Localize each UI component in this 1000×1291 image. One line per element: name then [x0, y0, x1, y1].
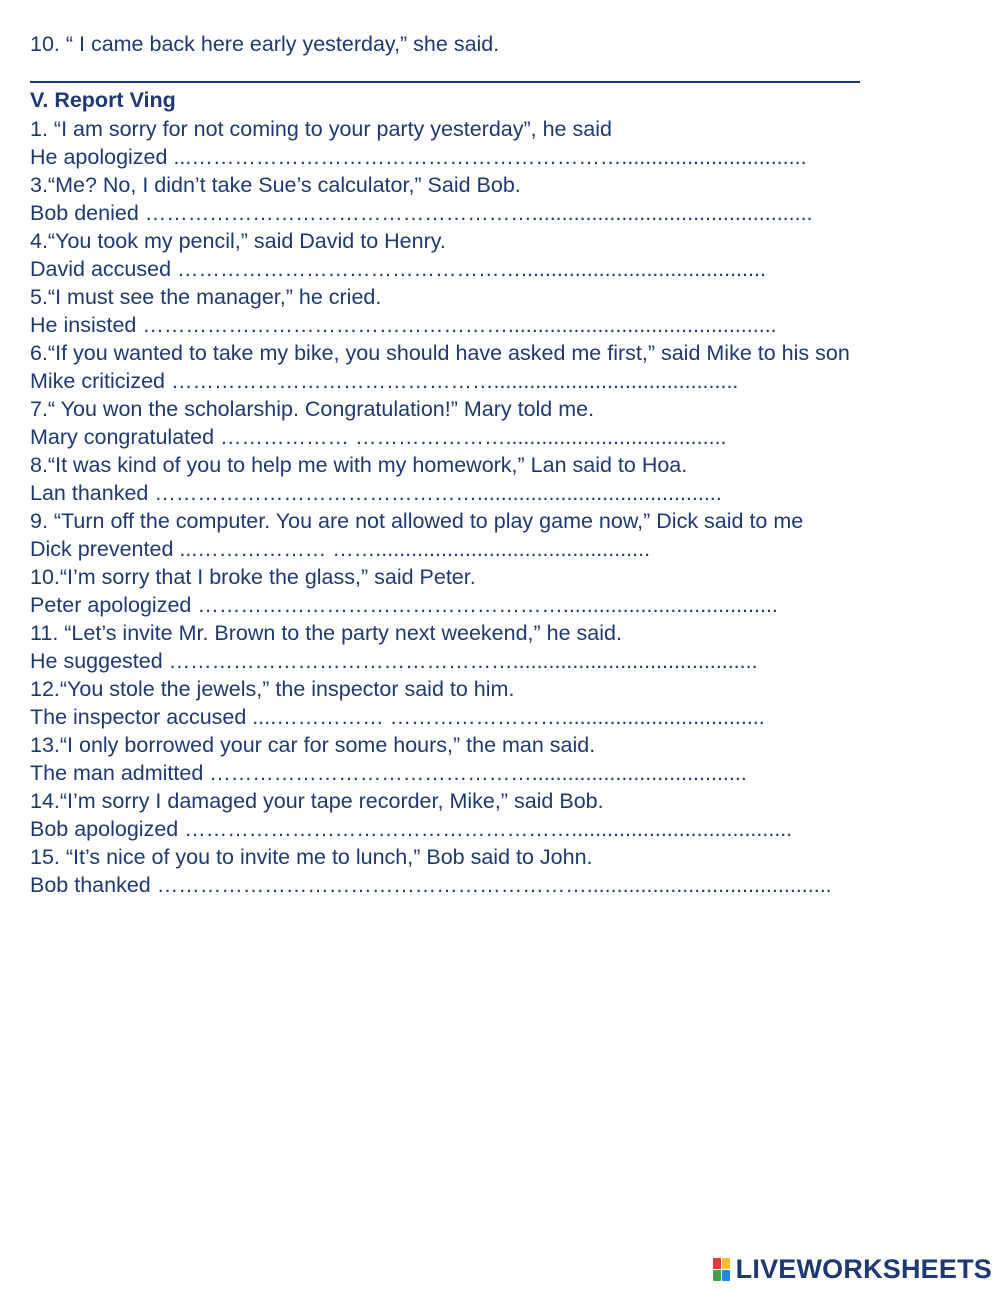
answer-start: David accused	[30, 257, 172, 281]
answer-blank[interactable]: ……………… ………………….....................................	[220, 425, 727, 449]
answer-line	[30, 815, 792, 843]
exercise-prompt: 12.“You stole the jewels,” the inspector said to him.	[30, 677, 515, 701]
exercise-prompt: 4.“You took my pencil,” said David to Henry.	[30, 229, 446, 253]
logo-square-green	[713, 1270, 721, 1281]
answer-blank[interactable]: …………………………………………….............................................	[142, 313, 777, 337]
answer-line	[30, 591, 778, 619]
answer-line	[30, 479, 722, 507]
answer-line	[30, 703, 765, 731]
answer-start: Dick prevented	[30, 537, 174, 561]
answer-line	[30, 255, 766, 283]
answer-blank[interactable]: ………………………………………….........................................	[177, 257, 766, 281]
answer-start: Peter apologized	[30, 593, 192, 617]
exercise-prompt: 13.“I only borrowed your car for some hours,” the man said.	[30, 733, 596, 757]
answer-start: He apologized	[30, 145, 168, 169]
exercise-prompt: 8.“It was kind of you to help me with my homework,” Lan said to Hoa.	[30, 453, 688, 477]
answer-blank[interactable]: ……………………………………………....................................	[197, 593, 778, 617]
exercise-prompt: 3.“Me? No, I didn’t take Sue’s calculator,” Said Bob.	[30, 173, 521, 197]
answer-line	[30, 871, 832, 899]
brand-name: LIVEWORKSHEETS	[735, 1253, 992, 1284]
answer-blank[interactable]: ………………………………………....................................	[209, 761, 747, 785]
answer-line	[30, 759, 747, 787]
answer-blank[interactable]: ………………………………………….........................................	[168, 649, 758, 673]
exercise-prompt: 9. “Turn off the computer. You are not allowed to play game now,” Dick said to me	[30, 509, 804, 533]
answer-start: Bob apologized	[30, 817, 179, 841]
answer-line	[30, 535, 650, 563]
answer-line	[30, 647, 758, 675]
answer-line	[30, 423, 727, 451]
answer-blank[interactable]: ……………………………………….........................................	[170, 369, 739, 393]
answer-line	[30, 311, 777, 339]
exercise-prompt: 7.“ You won the scholarship. Congratulation!” Mary told me.	[30, 397, 595, 421]
logo-square-blue	[722, 1270, 730, 1281]
answer-blank[interactable]: ……………………………………………….....................................	[184, 817, 793, 841]
answer-underline	[30, 81, 860, 83]
answer-blank[interactable]: ………………………………………………...............................................	[144, 201, 813, 225]
exercise-prompt: 6.“If you wanted to take my bike, you should have asked me first,” said Mike to his son	[30, 341, 850, 365]
answer-line	[30, 367, 738, 395]
answer-start: The man admitted	[30, 761, 204, 785]
answer-start: Mary congratulated	[30, 425, 215, 449]
answer-blank[interactable]: ...……………………………………………………...............................	[173, 145, 807, 169]
exercise-prompt: 10.“I’m sorry that I broke the glass,” said Peter.	[30, 565, 476, 589]
exercise-prompt: 11. “Let’s invite Mr. Brown to the party next weekend,” he said.	[30, 621, 622, 645]
exercise-prompt: 1. “I am sorry for not coming to your party yesterday”, he said	[30, 117, 612, 141]
answer-start: Lan thanked	[30, 481, 149, 505]
liveworksheets-brand	[713, 1252, 992, 1286]
answer-start: Mike criticized	[30, 369, 165, 393]
answer-blank[interactable]: ...……………… ……..............................................	[179, 537, 651, 561]
exercise-prompt: 14.“I’m sorry I damaged your tape recorder, Mike,” said Bob.	[30, 789, 604, 813]
logo-square-red	[713, 1258, 721, 1269]
exercise-item-10-prompt: 10. “ I came back here early yesterday,” she said.	[30, 32, 500, 56]
answer-start: He suggested	[30, 649, 163, 673]
answer-line	[30, 143, 807, 171]
answer-blank[interactable]: ....…………… ……………………..................................	[252, 705, 765, 729]
answer-start: The inspector accused	[30, 705, 247, 729]
answer-line	[30, 199, 813, 227]
answer-blank[interactable]: …………………………………………………….........................................	[156, 873, 832, 897]
answer-blank[interactable]: ……………………………………….........................................	[154, 481, 722, 505]
answer-start: Bob denied	[30, 201, 139, 225]
exercise-prompt: 5.“I must see the manager,” he cried.	[30, 285, 382, 309]
section-heading: V. Report Ving	[30, 88, 176, 112]
logo-square-yellow	[722, 1258, 730, 1269]
answer-start: He insisted	[30, 313, 137, 337]
liveworksheets-logo-icon	[713, 1258, 730, 1281]
answer-start: Bob thanked	[30, 873, 151, 897]
exercise-prompt: 15. “It’s nice of you to invite me to lunch,” Bob said to John.	[30, 845, 593, 869]
